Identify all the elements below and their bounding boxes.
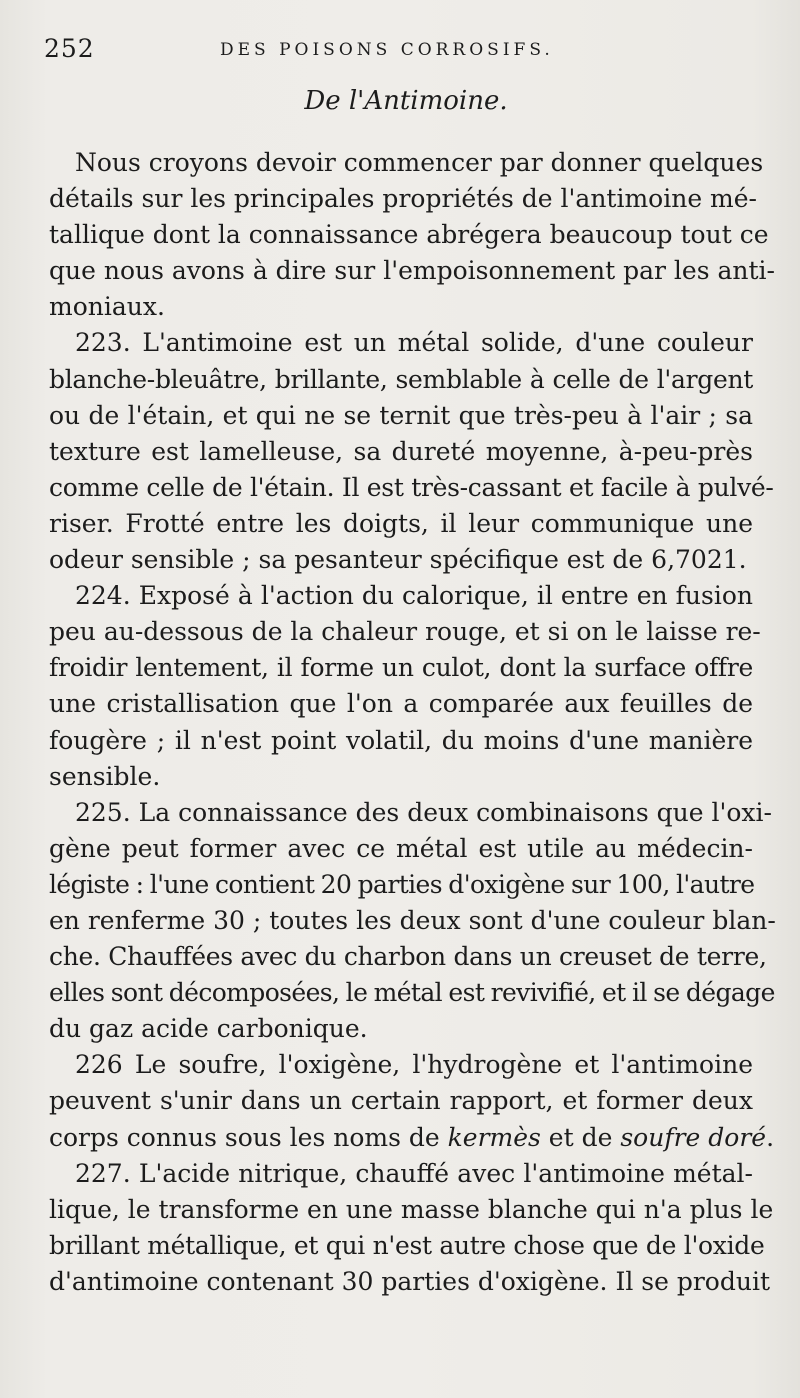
text-line: détails sur les principales propriétés de l'antimoine mé- [49,184,758,214]
text-line: che. Chauffées avec du charbon dans un creuset de terre, [49,942,767,972]
text-line: fougère ; il n'est point volatil, du moins d'une manière [49,725,753,755]
text-line: peu au-dessous de la chaleur rouge, et si on le laisse re- [49,617,761,647]
text-line: une cristallisation que l'on a comparée aux feuilles de [49,689,753,719]
emphasis-soufre-dore: soufre doré [620,1122,767,1152]
text-line: sensible. [49,761,161,791]
text-line: brillant métallique, et qui n'est autre chose que de l'oxide [49,1230,765,1260]
text-line: légiste : l'une contient 20 parties d'oxigène sur 100, l'autre [49,869,755,899]
running-head [44,34,756,74]
text-line: lique, le transforme en une masse blanche qui n'a plus le [49,1194,774,1224]
text-line: texture est lamelleuse, sa dureté moyenne, à-peu-près [49,436,753,466]
text-fragment: . [766,1122,775,1152]
text-line: elles sont décomposées, le métal est revivifié, et il se dégage [49,978,775,1008]
text-fragment: corps connus sous les noms de [49,1122,448,1152]
paragraph-223-line: 223. L'antimoine est un métal solide, d'une couleur [75,328,753,358]
page-number: 252 [44,34,95,63]
text-line: gène peut former avec ce métal est utile au médecin- [49,833,753,863]
text-line: peuvent s'unir dans un certain rapport, et former deux [49,1086,753,1116]
paragraph-225-line: 225. La connaissance des deux combinaisons que l'oxi- [75,797,772,827]
text-line: ou de l'étain, et qui ne se ternit que très-peu à l'air ; sa [49,400,753,430]
text-line: d'antimoine contenant 30 parties d'oxigène. Il se produit [49,1266,770,1296]
text-line-with-emphasis [49,1120,775,1156]
text-line: du gaz acide carbonique. [49,1014,368,1044]
text-line: en renferme 30 ; toutes les deux sont d'une couleur blan- [49,905,776,935]
text-line: blanche-bleuâtre, brillante, semblable à celle de l'argent [49,364,753,394]
text-line: tallique dont la connaissance abrégera beaucoup tout ce [49,220,769,250]
text-line: moniaux. [49,292,165,322]
emphasis-kermes: kermès [447,1122,541,1152]
text-line: que nous avons à dire sur l'empoisonnement par les anti- [49,256,775,286]
text-line: Nous croyons devoir commencer par donner quelques [75,148,764,177]
text-fragment: et de [540,1122,621,1152]
text-line: comme celle de l'étain. Il est très-cassant et facile à pulvé- [49,472,774,502]
paragraph-224-line: 224. Exposé à l'action du calorique, il entre en fusion [75,581,753,611]
paragraph-226-line: 226 Le soufre, l'oxigène, l'hydrogène et l'antimoine [75,1050,753,1080]
section-title: De l'Antimoine. [304,86,508,116]
body-text [49,145,776,1300]
text-line: odeur sensible ; sa pesanteur spécifique est de 6,7021. [49,545,747,575]
text-line: froidir lentement, il forme un culot, dont la surface offre [49,653,753,683]
paragraph-227-line: 227. L'acide nitrique, chauffé avec l'antimoine métal- [75,1158,753,1188]
text-line: riser. Frotté entre les doigts, il leur communique une [49,508,753,538]
running-title: DES POISONS CORROSIFS. [220,40,554,60]
